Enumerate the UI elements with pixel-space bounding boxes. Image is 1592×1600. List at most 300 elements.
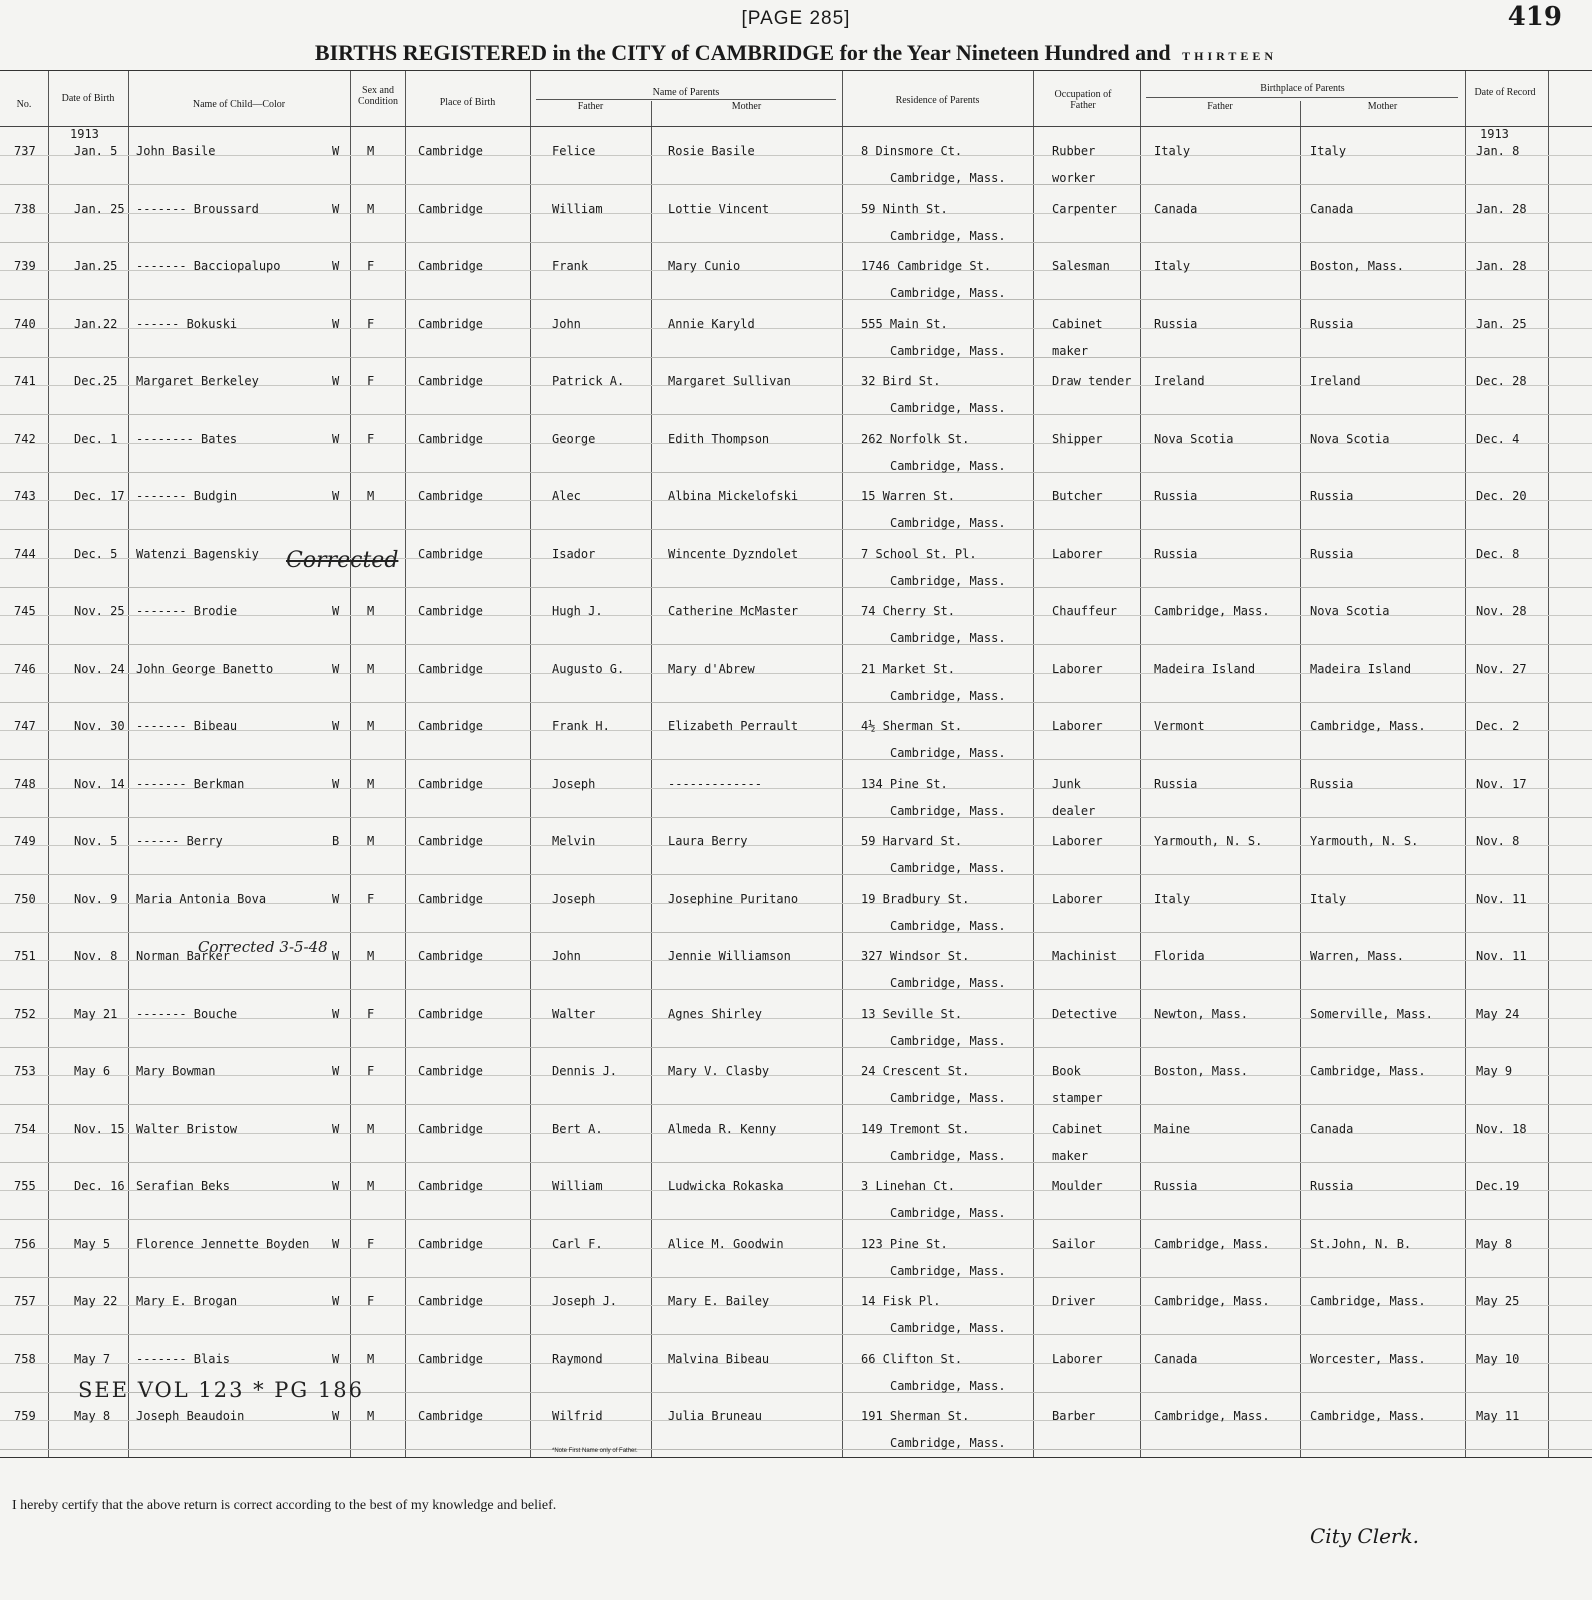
- cell-mother: Josephine Puritano: [668, 891, 799, 906]
- cell-mother: Malvina Bibeau: [668, 1351, 770, 1366]
- cell-child: Margaret Berkeley: [136, 374, 259, 388]
- cell-no: 743: [14, 489, 36, 503]
- cell-res2: Cambridge, Mass.: [890, 1148, 1006, 1163]
- cell-bpm: Russia: [1310, 1179, 1354, 1193]
- cell-bpf: Cambridge, Mass.: [1154, 1236, 1270, 1251]
- cell-dob: May 22: [74, 1294, 118, 1308]
- cell-res1: 262 Norfolk St.: [861, 431, 970, 446]
- city-clerk-signature: City Clerk.: [1310, 1524, 1419, 1548]
- table-row: [0, 1047, 1592, 1105]
- cell-res1: 74 Cherry St.: [861, 604, 955, 618]
- footnote: *Note First Name only of Father.: [552, 1448, 638, 1454]
- cell-occ1: Shipper: [1052, 431, 1103, 446]
- cell-res1: 555 Main St.: [861, 316, 948, 331]
- cell-occ1: Laborer: [1052, 661, 1103, 676]
- cell-father: Felice: [552, 144, 596, 158]
- cell-sex: M: [367, 144, 375, 158]
- cell-rec: May 25: [1476, 1294, 1520, 1308]
- header-residence: Residence of Parents: [895, 95, 980, 106]
- cell-res2: Cambridge, Mass.: [890, 343, 1006, 358]
- cell-father: George: [552, 431, 596, 446]
- cell-father: Dennis J.: [552, 1064, 618, 1078]
- header-name-of-child: Name of Child—Color: [192, 99, 286, 110]
- cell-child: Mary E. Brogan: [136, 1294, 238, 1308]
- cell-res1: 19 Bradbury St.: [861, 891, 970, 906]
- cell-sex: M: [367, 1351, 375, 1366]
- cell-res2: Cambridge, Mass.: [890, 573, 1006, 588]
- cell-no: 753: [14, 1064, 36, 1078]
- cell-no: 757: [14, 1294, 36, 1308]
- cell-occ2: maker: [1052, 1148, 1089, 1163]
- cell-res1: 15 Warren St.: [861, 489, 955, 503]
- cell-occ1: Laborer: [1052, 891, 1103, 906]
- cell-occ1: Chauffeur: [1052, 604, 1118, 618]
- cell-mother: Mary Cunio: [668, 259, 741, 273]
- cell-dob: Nov. 5: [74, 834, 118, 848]
- cell-dob: May 8: [74, 1409, 111, 1423]
- cell-sex: M: [367, 661, 375, 676]
- cell-occ1: Driver: [1052, 1294, 1096, 1308]
- cell-res2: Cambridge, Mass.: [890, 688, 1006, 703]
- cell-mother: Almeda R. Kenny: [668, 1121, 777, 1136]
- cell-res2: Cambridge, Mass.: [890, 228, 1006, 243]
- header-mother: Mother: [731, 101, 762, 112]
- cell-res2: Cambridge, Mass.: [890, 1206, 1006, 1220]
- cell-occ1: Cabinet: [1052, 1121, 1103, 1136]
- cell-place: Cambridge: [418, 431, 484, 446]
- cell-child: ------- Berkman: [136, 776, 245, 791]
- cell-res2: Cambridge, Mass.: [890, 918, 1006, 933]
- cell-occ1: Laborer: [1052, 1351, 1103, 1366]
- cell-res1: 24 Crescent St.: [861, 1064, 970, 1078]
- cell-bpm: Nova Scotia: [1310, 431, 1390, 446]
- cell-color: W: [332, 604, 340, 618]
- cell-color: W: [332, 201, 340, 216]
- cell-dob: Nov. 8: [74, 949, 118, 963]
- table-row: [0, 1105, 1592, 1163]
- table-row: [0, 1220, 1592, 1278]
- cell-sex: F: [367, 374, 375, 388]
- cell-bpf: Italy: [1154, 144, 1191, 158]
- cell-sex: F: [367, 891, 375, 906]
- cell-dob: Dec. 1: [74, 431, 118, 446]
- cell-child: ------- Brodie: [136, 604, 238, 618]
- cell-res1: 14 Fisk Pl.: [861, 1294, 941, 1308]
- cell-occ1: Salesman: [1052, 259, 1110, 273]
- cell-color: W: [332, 1351, 340, 1366]
- cell-rec: Jan. 25: [1476, 316, 1527, 331]
- cell-sex: F: [367, 431, 375, 446]
- cell-bpf: Florida: [1154, 949, 1205, 963]
- cell-res1: 327 Windsor St.: [861, 949, 970, 963]
- cell-no: 746: [14, 661, 36, 676]
- table-row: [0, 645, 1592, 703]
- cell-color: W: [332, 1236, 340, 1251]
- cell-no: 745: [14, 604, 36, 618]
- cell-res1: 191 Sherman St.: [861, 1409, 970, 1423]
- cell-sex: M: [367, 1121, 375, 1136]
- cell-dob: Dec.25: [74, 374, 118, 388]
- cell-sex: F: [367, 259, 375, 273]
- cell-bpm: Nova Scotia: [1310, 604, 1390, 618]
- register-title: [0, 40, 1592, 66]
- cell-mother: Edith Thompson: [668, 431, 770, 446]
- cell-occ1: Laborer: [1052, 834, 1103, 848]
- cell-place: Cambridge: [418, 1409, 484, 1423]
- cell-occ1: Cabinet: [1052, 316, 1103, 331]
- cell-color: B: [332, 834, 340, 848]
- cell-place: Cambridge: [418, 1179, 484, 1193]
- cell-no: 740: [14, 316, 36, 331]
- cell-child: Walter Bristow: [136, 1121, 238, 1136]
- cell-father: Joseph J.: [552, 1294, 618, 1308]
- cell-bpm: Italy: [1310, 144, 1347, 158]
- cell-res2: Cambridge, Mass.: [890, 803, 1006, 818]
- cell-place: Cambridge: [418, 1351, 484, 1366]
- cell-res1: 59 Ninth St.: [861, 201, 948, 216]
- cell-place: Cambridge: [418, 891, 484, 906]
- cell-dob: Nov. 24: [74, 661, 125, 676]
- cell-color: W: [332, 949, 340, 963]
- cell-res1: 1746 Cambridge St.: [861, 259, 992, 273]
- cell-mother: Ludwicka Rokaska: [668, 1179, 784, 1193]
- cell-no: 752: [14, 1006, 36, 1021]
- cell-res1: 66 Clifton St.: [861, 1351, 963, 1366]
- cell-color: W: [332, 374, 340, 388]
- register-rows: [0, 127, 1592, 1459]
- title-main: BIRTHS REGISTERED in the CITY of CAMBRIDGE for the Year Nineteen Hundred and: [314, 40, 1171, 65]
- cell-father: Frank: [552, 259, 589, 273]
- cell-rec: Dec. 20: [1476, 489, 1527, 503]
- cell-bpm: Ireland: [1310, 374, 1361, 388]
- cell-occ1: Laborer: [1052, 546, 1103, 561]
- cell-bpm: Cambridge, Mass.: [1310, 1294, 1426, 1308]
- cell-sex: M: [367, 834, 375, 848]
- cell-rec: Nov. 27: [1476, 661, 1527, 676]
- cell-father: John: [552, 949, 581, 963]
- cell-bpf: Russia: [1154, 546, 1198, 561]
- cell-child: Watenzi Bagenskiy: [136, 546, 259, 561]
- cell-place: Cambridge: [418, 1121, 484, 1136]
- certification: I hereby certify that the above return is correct according to the best of my knowledge and belief.: [12, 1498, 557, 1513]
- cell-place: Cambridge: [418, 1006, 484, 1021]
- cell-res1: 134 Pine St.: [861, 776, 948, 791]
- cell-father: Isador: [552, 546, 596, 561]
- cell-mother: Wincente Dyzndolet: [668, 546, 799, 561]
- table-row: [0, 415, 1592, 473]
- cell-color: W: [332, 661, 340, 676]
- header-place-of-birth: Place of Birth: [439, 97, 496, 108]
- cell-child: John George Banetto: [136, 661, 274, 676]
- header-bp-father: Father: [1207, 101, 1233, 112]
- cell-father: Augusto G.: [552, 661, 625, 676]
- cell-bpf: Russia: [1154, 776, 1198, 791]
- cell-child: Maria Antonia Bova: [136, 891, 267, 906]
- cell-sex: M: [367, 949, 375, 963]
- table-row: [0, 472, 1592, 530]
- cell-res2: Cambridge, Mass.: [890, 1378, 1006, 1393]
- cell-place: Cambridge: [418, 546, 484, 561]
- cell-color: W: [332, 1409, 340, 1423]
- cell-bpm: Yarmouth, N. S.: [1310, 834, 1419, 848]
- cell-color: W: [332, 431, 340, 446]
- cell-mother: Albina Mickelofski: [668, 489, 799, 503]
- cell-no: 750: [14, 891, 36, 906]
- cell-place: Cambridge: [418, 201, 484, 216]
- cell-place: Cambridge: [418, 776, 484, 791]
- cell-rec: Dec.19: [1476, 1179, 1520, 1193]
- table-row: [0, 1277, 1592, 1335]
- cell-bpm: Cambridge, Mass.: [1310, 1064, 1426, 1078]
- cell-rec: May 10: [1476, 1351, 1520, 1366]
- table-row: [0, 587, 1592, 645]
- cell-res2: Cambridge, Mass.: [890, 1033, 1006, 1048]
- year-birth: 1913: [70, 127, 99, 141]
- cell-place: Cambridge: [418, 949, 484, 963]
- cell-no: 741: [14, 374, 36, 388]
- cell-rec: Dec. 2: [1476, 719, 1520, 733]
- cell-dob: Jan. 25: [74, 201, 125, 216]
- year-record: 1913: [1480, 127, 1509, 141]
- cell-dob: May 7: [74, 1351, 111, 1366]
- page-label: [PAGE 285]: [741, 8, 851, 29]
- cell-bpm: Worcester, Mass.: [1310, 1351, 1426, 1366]
- cell-no: 756: [14, 1236, 36, 1251]
- cell-dob: Jan.22: [74, 316, 118, 331]
- cell-rec: Jan. 28: [1476, 201, 1527, 216]
- cell-father: Joseph: [552, 776, 596, 791]
- table-row: [0, 760, 1592, 818]
- cell-res1: 3 Linehan Ct.: [861, 1179, 955, 1193]
- cell-mother: Elizabeth Perrault: [668, 719, 799, 733]
- annotation-corrected-751: Corrected 3-5-48: [198, 938, 328, 956]
- cell-no: 751: [14, 949, 36, 963]
- cell-bpf: Russia: [1154, 316, 1198, 331]
- cell-res1: 8 Dinsmore Ct.: [861, 144, 963, 158]
- cell-bpm: Cambridge, Mass.: [1310, 1409, 1426, 1423]
- cell-no: 744: [14, 546, 36, 561]
- cell-place: Cambridge: [418, 489, 484, 503]
- table-row: [0, 242, 1592, 300]
- cell-mother: Margaret Sullivan: [668, 374, 791, 388]
- cell-mother: Laura Berry: [668, 834, 748, 848]
- cell-occ1: Junk: [1052, 776, 1081, 791]
- cell-no: 749: [14, 834, 36, 848]
- cell-bpf: Cambridge, Mass.: [1154, 1409, 1270, 1423]
- cell-res1: 13 Seville St.: [861, 1006, 963, 1021]
- cell-mother: -------------: [668, 776, 762, 791]
- cell-sex: F: [367, 1064, 375, 1078]
- cell-sex: M: [367, 1409, 375, 1423]
- table-row: [0, 127, 1592, 185]
- cell-color: W: [332, 1006, 340, 1021]
- cell-occ1: Rubber: [1052, 144, 1096, 158]
- cell-bpm: Russia: [1310, 776, 1354, 791]
- cell-bpf: Italy: [1154, 259, 1191, 273]
- cell-no: 738: [14, 201, 36, 216]
- cell-dob: Nov. 25: [74, 604, 125, 618]
- cell-color: W: [332, 1179, 340, 1193]
- cell-res2: Cambridge, Mass.: [890, 861, 1006, 875]
- cell-bpf: Boston, Mass.: [1154, 1064, 1248, 1078]
- cell-child: Norman Barker: [136, 949, 230, 963]
- cell-occ2: dealer: [1052, 803, 1096, 818]
- cell-bpm: Russia: [1310, 489, 1354, 503]
- cell-father: William: [552, 1179, 603, 1193]
- cell-sex: M: [367, 719, 375, 733]
- cell-res2: Cambridge, Mass.: [890, 746, 1006, 760]
- cell-color: W: [332, 891, 340, 906]
- table-row: [0, 817, 1592, 875]
- cell-rec: Dec. 8: [1476, 546, 1520, 561]
- cell-sex: M: [367, 604, 375, 618]
- cell-rec: Nov. 17: [1476, 776, 1527, 791]
- header-no: No.: [16, 99, 32, 110]
- cell-occ1: Moulder: [1052, 1179, 1103, 1193]
- cell-sex: F: [367, 316, 375, 331]
- cell-rec: Dec. 4: [1476, 431, 1520, 446]
- cell-bpf: Nova Scotia: [1154, 431, 1234, 446]
- cell-dob: May 21: [74, 1006, 118, 1021]
- cell-father: Wilfrid: [552, 1409, 603, 1423]
- cell-place: Cambridge: [418, 661, 484, 676]
- title-year: THIRTEEN: [1182, 49, 1278, 63]
- cell-rec: Jan. 8: [1476, 144, 1520, 158]
- cell-sex: F: [367, 1236, 375, 1251]
- cell-dob: Jan. 5: [74, 144, 118, 158]
- cell-res2: Cambridge, Mass.: [890, 286, 1006, 300]
- cell-mother: Mary E. Bailey: [668, 1294, 770, 1308]
- cell-rec: Nov. 11: [1476, 891, 1527, 906]
- cell-bpf: Cambridge, Mass.: [1154, 604, 1270, 618]
- cell-mother: Lottie Vincent: [668, 201, 770, 216]
- cell-father: Melvin: [552, 834, 596, 848]
- cell-res2: Cambridge, Mass.: [890, 1436, 1006, 1450]
- header-bp-mother: Mother: [1367, 101, 1398, 112]
- cell-place: Cambridge: [418, 1294, 484, 1308]
- cell-no: 742: [14, 431, 36, 446]
- cell-occ1: Draw tender: [1052, 374, 1132, 388]
- cell-rec: Dec. 28: [1476, 374, 1527, 388]
- cell-color: W: [332, 316, 340, 331]
- header-sex: Sex and Condition: [357, 85, 398, 107]
- cell-color: W: [332, 1121, 340, 1136]
- cell-res1: 4½ Sherman St.: [861, 719, 963, 733]
- cell-father: Walter: [552, 1006, 596, 1021]
- cell-bpm: St.John, N. B.: [1310, 1236, 1412, 1251]
- cell-dob: Nov. 15: [74, 1121, 125, 1136]
- cell-child: -------- Bates: [136, 431, 238, 446]
- cell-no: 754: [14, 1121, 36, 1136]
- cell-bpf: Canada: [1154, 201, 1198, 216]
- cell-rec: Nov. 11: [1476, 949, 1527, 963]
- cell-occ1: Sailor: [1052, 1236, 1096, 1251]
- cell-res1: 21 Market St.: [861, 661, 955, 676]
- cell-mother: Mary V. Clasby: [668, 1064, 770, 1078]
- cell-res1: 32 Bird St.: [861, 374, 941, 388]
- cell-dob: May 6: [74, 1064, 111, 1078]
- cell-occ2: worker: [1052, 171, 1096, 185]
- cell-place: Cambridge: [418, 374, 484, 388]
- cell-occ2: stamper: [1052, 1091, 1103, 1105]
- cell-mother: Agnes Shirley: [668, 1006, 762, 1021]
- cell-sex: F: [367, 1006, 375, 1021]
- cell-sex: M: [367, 776, 375, 791]
- table-row: [0, 300, 1592, 358]
- cell-no: 759: [14, 1409, 36, 1423]
- cell-occ1: Book: [1052, 1064, 1081, 1078]
- cell-child: ------- Broussard: [136, 201, 259, 216]
- cell-occ1: Butcher: [1052, 489, 1103, 503]
- cell-color: W: [332, 1294, 340, 1308]
- cell-rec: May 24: [1476, 1006, 1520, 1021]
- cell-color: W: [332, 719, 340, 733]
- header-father: Father: [577, 101, 604, 112]
- cell-dob: Dec. 16: [74, 1179, 125, 1193]
- header-date-of-birth: Date of Birth: [61, 93, 115, 104]
- cell-child: ------ Bokuski: [136, 316, 238, 331]
- cell-rec: May 11: [1476, 1409, 1520, 1423]
- cell-father: Patrick A.: [552, 374, 625, 388]
- cell-mother: Jennie Williamson: [668, 949, 791, 963]
- cell-rec: Jan. 28: [1476, 259, 1527, 273]
- cell-bpf: Ireland: [1154, 374, 1205, 388]
- cell-color: W: [332, 489, 340, 503]
- cell-res2: Cambridge, Mass.: [890, 458, 1006, 473]
- table-row: [0, 875, 1592, 933]
- cell-rec: May 8: [1476, 1236, 1513, 1251]
- cell-father: William: [552, 201, 603, 216]
- cell-child: Florence Jennette Boyden: [136, 1236, 310, 1251]
- cell-bpm: Canada: [1310, 201, 1354, 216]
- cell-no: 739: [14, 259, 36, 273]
- cell-place: Cambridge: [418, 604, 484, 618]
- cell-bpf: Russia: [1154, 1179, 1198, 1193]
- cell-occ2: maker: [1052, 343, 1089, 358]
- cell-res1: 123 Pine St.: [861, 1236, 948, 1251]
- cell-occ1: Barber: [1052, 1409, 1096, 1423]
- cell-res1: 149 Tremont St.: [861, 1121, 970, 1136]
- cell-bpm: Boston, Mass.: [1310, 259, 1404, 273]
- cell-child: ------- Budgin: [136, 489, 238, 503]
- cell-place: Cambridge: [418, 834, 484, 848]
- cell-dob: Dec. 17: [74, 489, 125, 503]
- cell-bpm: Warren, Mass.: [1310, 949, 1404, 963]
- cell-father: Bert A.: [552, 1121, 603, 1136]
- cell-no: 755: [14, 1179, 36, 1193]
- cell-mother: Rosie Basile: [668, 144, 755, 158]
- cell-res2: Cambridge, Mass.: [890, 401, 1006, 415]
- cell-bpm: Canada: [1310, 1121, 1354, 1136]
- cell-mother: Alice M. Goodwin: [668, 1236, 784, 1251]
- cell-father: John: [552, 316, 581, 331]
- table-row: [0, 185, 1592, 243]
- cell-sex: M: [367, 201, 375, 216]
- cell-color: W: [332, 144, 340, 158]
- cell-bpf: Maine: [1154, 1121, 1191, 1136]
- cell-rec: Nov. 28: [1476, 604, 1527, 618]
- cell-res2: Cambridge, Mass.: [890, 976, 1006, 990]
- cell-dob: Nov. 14: [74, 776, 125, 791]
- cell-no: 748: [14, 776, 36, 791]
- cell-father: Frank H.: [552, 719, 610, 733]
- cell-father: Joseph: [552, 891, 596, 906]
- table-header: [0, 71, 1592, 127]
- cell-child: ------- Bibeau: [136, 719, 238, 733]
- cell-color: W: [332, 1064, 340, 1078]
- cell-dob: Nov. 30: [74, 719, 125, 733]
- register-table: [0, 70, 1592, 1458]
